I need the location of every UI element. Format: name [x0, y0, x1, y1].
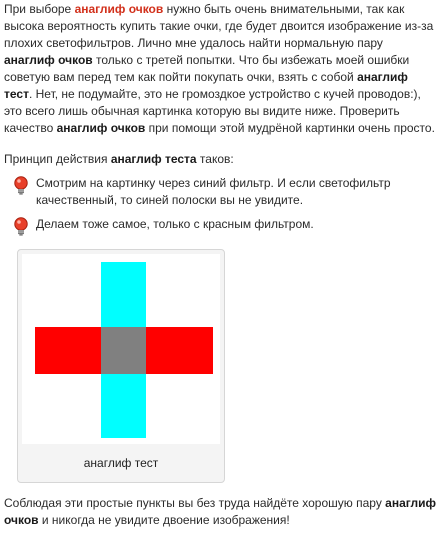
- conclusion-text-2: и никогда не увидите двоение изображения!: [38, 513, 290, 527]
- intro-text-5: при помощи этой мудрёной картинки очень просто.: [145, 121, 435, 135]
- anaglyph-cross-graphic: [22, 254, 220, 444]
- intro-paragraph: [4, 1, 436, 137]
- intro-text-4: . Нет, не подумайте, это не громоздкое устройство с кучей проводов:), это всего лишь обычная картинка которую вы видите ниже. Проверить качество: [4, 87, 421, 135]
- steps-list: [4, 175, 440, 236]
- list-item: [4, 216, 440, 236]
- conclusion-text-1: Соблюдая эти простые пункты вы без труда найдёте хорошую пару: [4, 496, 386, 510]
- list-item: [4, 175, 440, 209]
- intro-text-3: только с третей попытки. Что бы избежать моей ошибки советую вам перед тем как пойти покупать очки, взять с собой: [4, 53, 410, 84]
- step-text: Делаем тоже самое, только с красным фильтром.: [36, 217, 314, 231]
- lightbulb-icon: [11, 175, 31, 195]
- figure-caption: анаглиф тест: [83, 456, 159, 470]
- principle-text-2: таков:: [196, 152, 234, 166]
- intro-text-2: нужно быть очень внимательными, так как высока вероятность купить такие очки, где будет двоится изображение из-за плохих светофильтров. Лично мне удалось найти нормальную пару: [4, 2, 434, 50]
- principle-keyword: анаглиф теста: [110, 152, 197, 166]
- principle-text-1: Принцип действия: [4, 152, 111, 166]
- intro-keyword-3: анаглиф тест: [4, 70, 408, 101]
- anaglyph-test-figure: [17, 249, 225, 483]
- gray-overlap-square: [101, 327, 146, 374]
- conclusion-keyword: анаглиф очков: [4, 496, 436, 527]
- principle-paragraph: [4, 151, 440, 168]
- anaglyph-test-image: [22, 254, 220, 444]
- step-text: Смотрим на картинку через синий фильтр. И если светофильтр качественный, то синей полоски вы не увидите.: [36, 176, 391, 207]
- intro-text-1: При выборе: [4, 2, 75, 16]
- conclusion-paragraph: [4, 495, 436, 529]
- intro-keyword-2: анаглиф очков: [4, 53, 93, 67]
- lightbulb-icon: [11, 216, 31, 236]
- intro-keyword-4: анаглиф очков: [56, 121, 146, 135]
- anaglyph-glasses-link[interactable]: анаглиф очков: [74, 2, 164, 16]
